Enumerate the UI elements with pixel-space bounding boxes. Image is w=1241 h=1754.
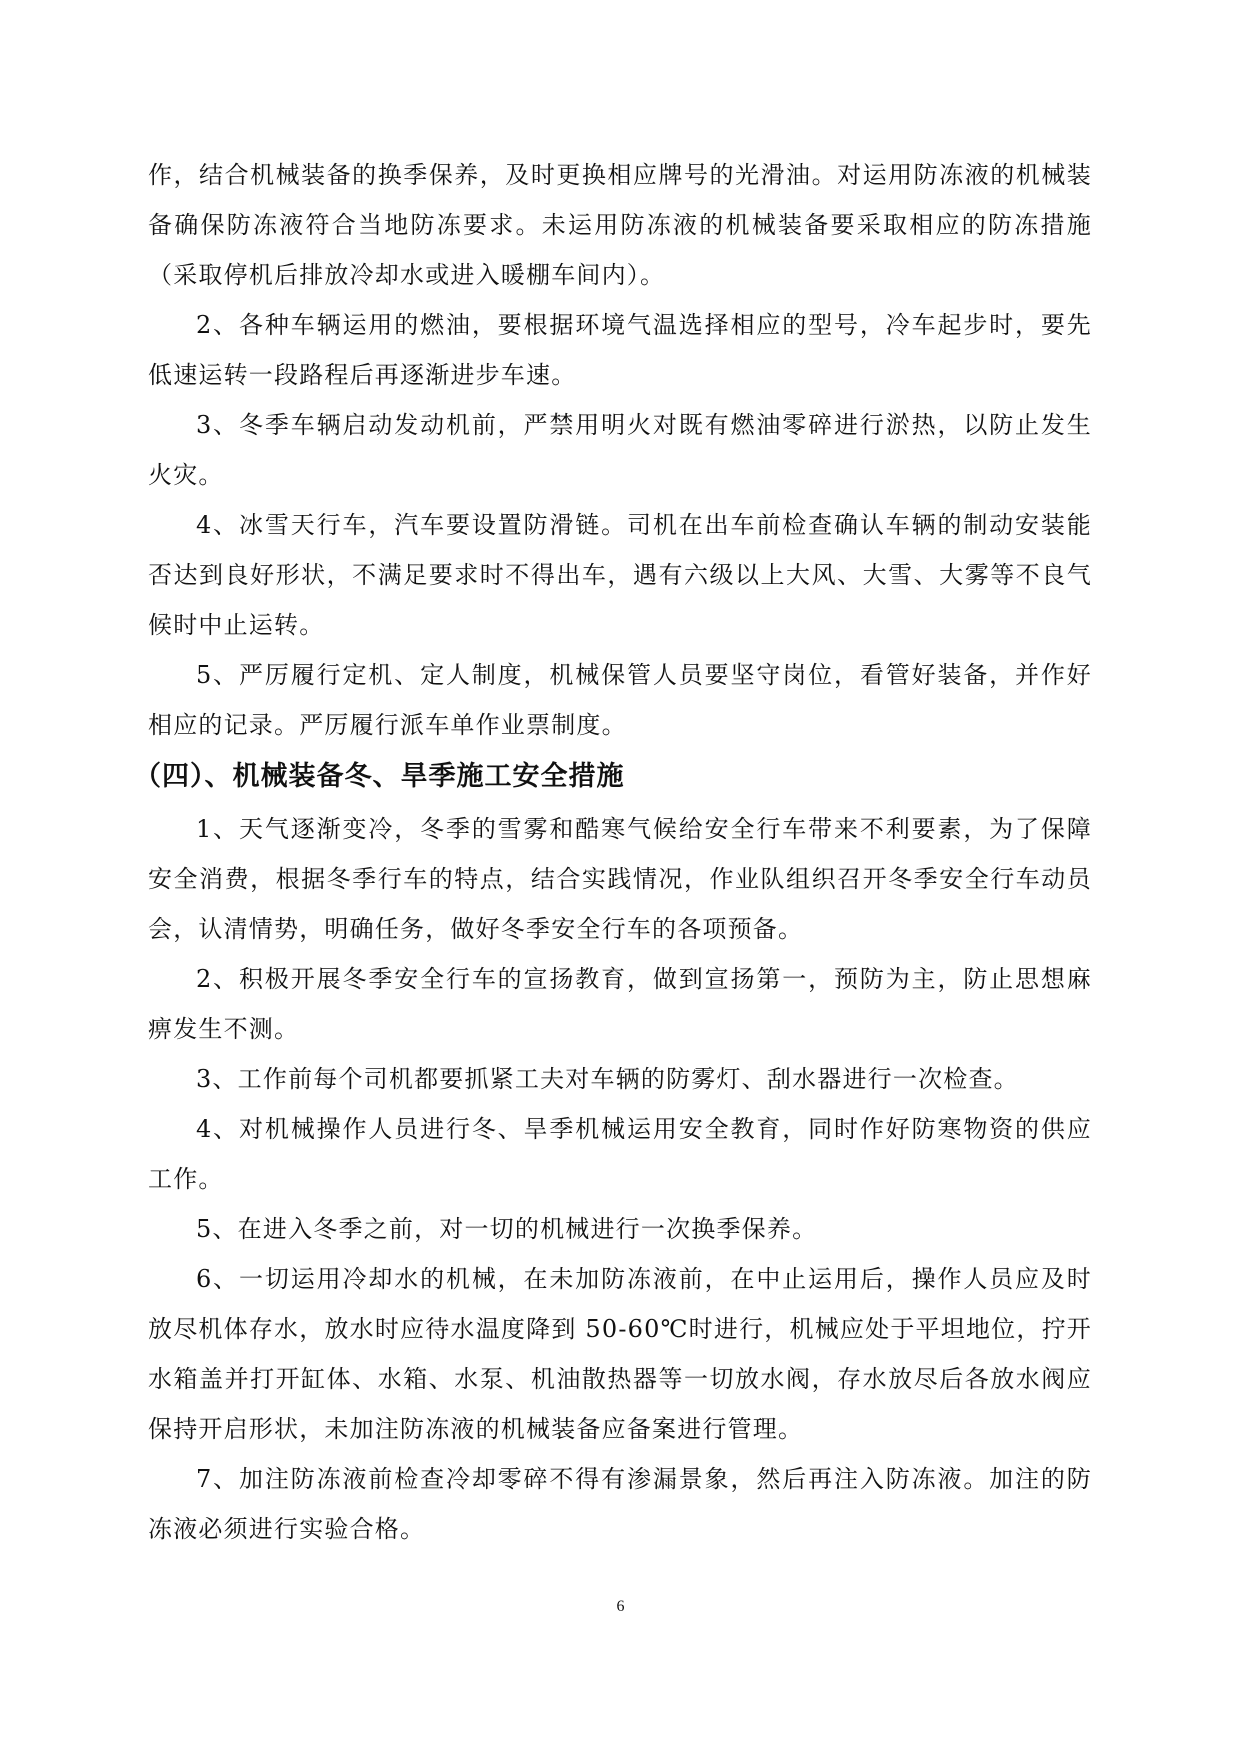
paragraph-item-3: 3、冬季车辆启动发动机前，严禁用明火对既有燃油零碎进行淤热，以防止发生火灾。	[148, 411, 1092, 489]
section-paragraph-2: 2、积极开展冬季安全行车的宣扬教育，做到宣扬第一，预防为主，防止思想麻痹发生不测。	[148, 965, 1092, 1043]
paragraph-item-2: 2、各种车辆运用的燃油，要根据环境气温选择相应的型号，冷车起步时，要先低速运转一段路程后再逐渐进步车速。	[148, 311, 1092, 389]
section-paragraph-5: 5、在进入冬季之前，对一切的机械进行一次换季保养。	[196, 1215, 818, 1243]
paragraph-continuation: 作，结合机械装备的换季保养，及时更换相应牌号的光滑油。对运用防冻液的机械装备确保防冻液符合当地防冻要求。未运用防冻液的机械装备要采取相应的防冻措施（采取停机后排放冷却水或进入暖棚车间内）。	[148, 161, 1092, 289]
section-heading: （四）、机械装备冬、旱季施工安全措施	[134, 761, 625, 792]
paragraph-item-5: 5、严厉履行定机、定人制度，机械保管人员要坚守岗位，看管好装备，并作好相应的记录。严厉履行派车单作业票制度。	[148, 661, 1092, 739]
section-paragraph-4: 4、对机械操作人员进行冬、旱季机械运用安全教育，同时作好防寒物资的供应工作。	[148, 1115, 1092, 1193]
section-paragraph-6: 6、一切运用冷却水的机械，在未加防冻液前，在中止运用后，操作人员应及时放尽机体存水，放水时应待水温度降到 50-60℃时进行，机械应处于平坦地位，拧开水箱盖并打开缸体、水箱、水泵、机油散热器等一切放水阀，存水放尽后各放水阀应保持开启形状，未加注防冻液的机械装备应备案进行管理。	[148, 1265, 1092, 1443]
section-paragraph-7: 7、加注防冻液前检查冷却零碎不得有渗漏景象，然后再注入防冻液。加注的防冻液必须进行实验合格。	[148, 1465, 1092, 1543]
section-paragraph-3: 3、工作前每个司机都要抓紧工夫对车辆的防雾灯、刮水器进行一次检查。	[196, 1065, 1019, 1093]
page-number: 6	[616, 1598, 625, 1615]
page-content	[134, 150, 1092, 1554]
section-paragraph-1: 1、天气逐渐变冷，冬季的雪雾和酷寒气候给安全行车带来不利要素，为了保障安全消费，根据冬季行车的特点，结合实践情况，作业队组织召开冬季安全行车动员会，认清情势，明确任务，做好冬季安全行车的各项预备。	[148, 815, 1092, 943]
paragraph-item-4: 4、冰雪天行车，汽车要设置防滑链。司机在出车前检查确认车辆的制动安装能否达到良好形状，不满足要求时不得出车，遇有六级以上大风、大雪、大雾等不良气候时中止运转。	[148, 511, 1092, 639]
